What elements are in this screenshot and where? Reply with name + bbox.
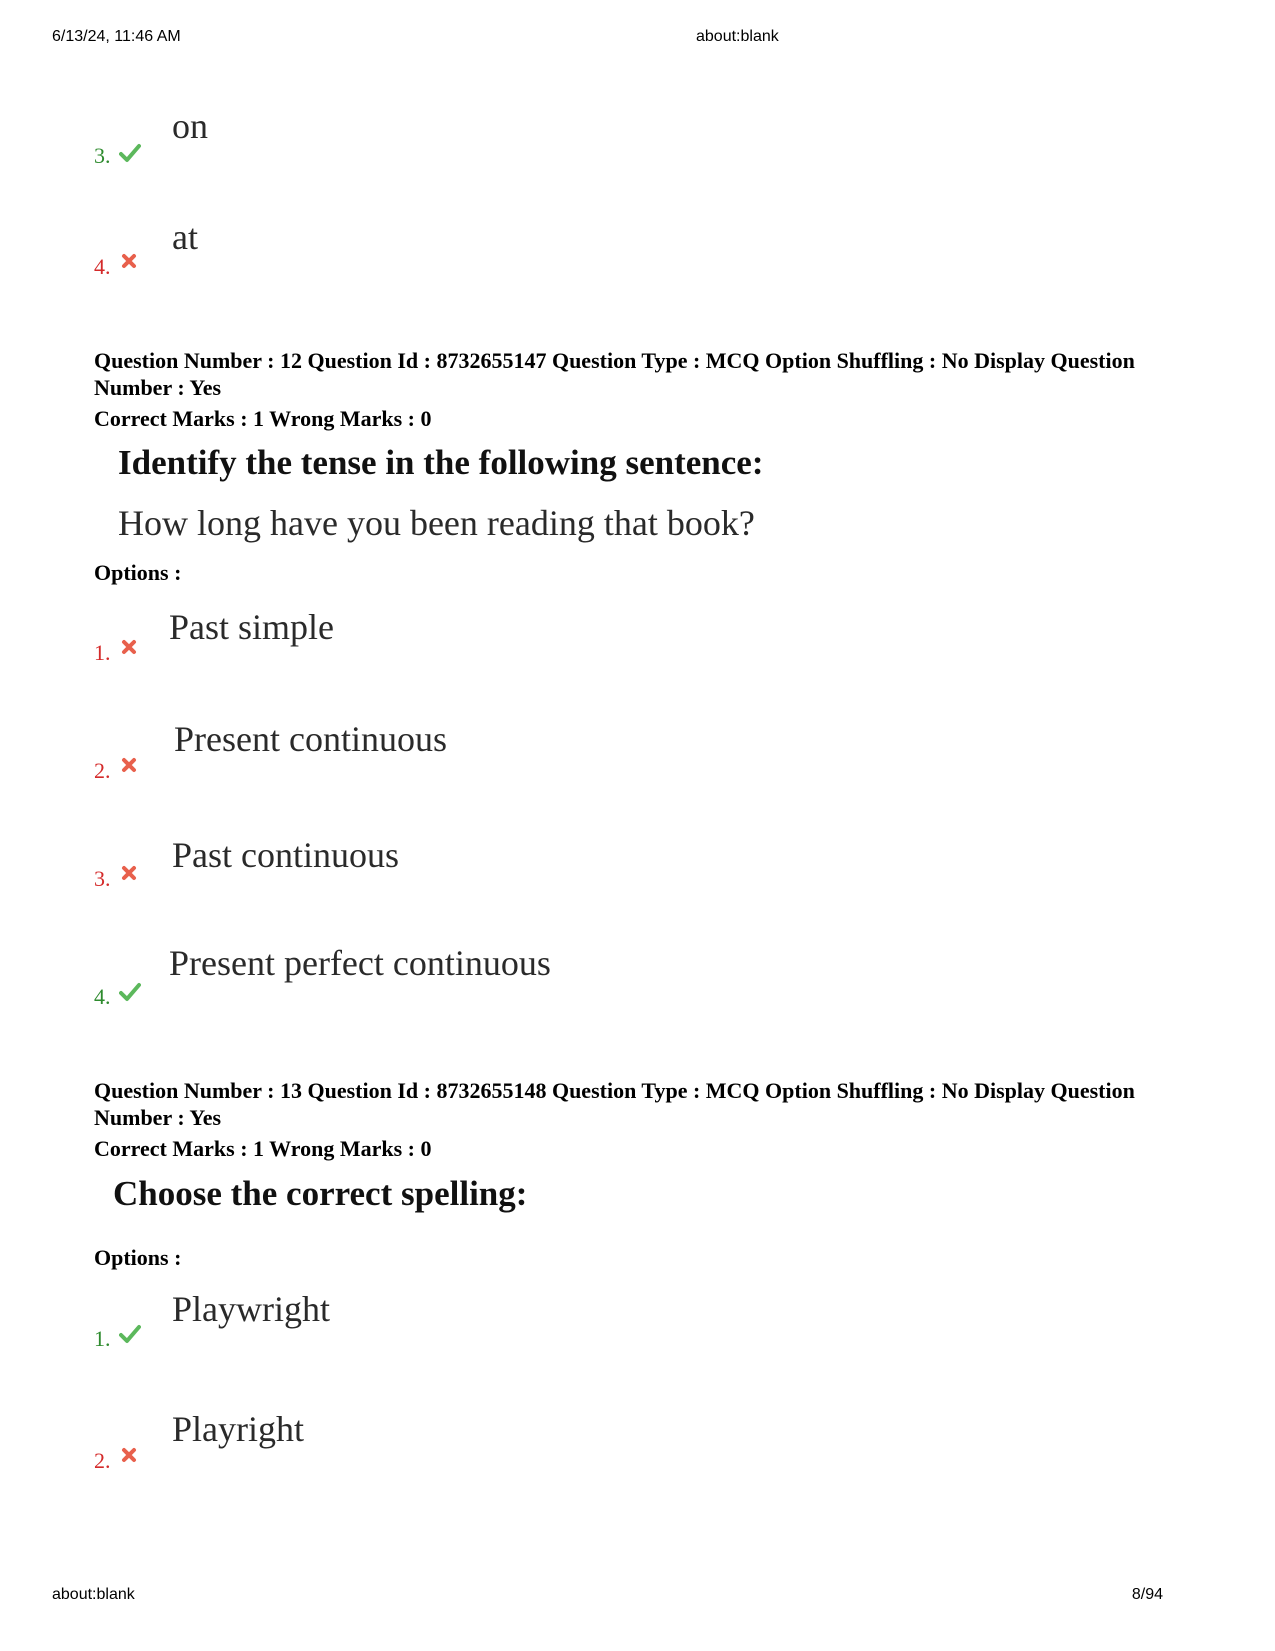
option-text: Past simple	[169, 607, 335, 647]
page-number: 8/94	[1131, 1586, 1163, 1603]
option-number: 4.	[94, 984, 111, 1009]
question-heading: Choose the correct spelling:	[113, 1174, 528, 1213]
options-label: Options :	[94, 1245, 182, 1270]
print-url: about:blank	[52, 1586, 135, 1603]
print-footer	[0, 1586, 1275, 1610]
option-number: 2.	[94, 758, 111, 783]
cross-icon	[119, 1446, 141, 1466]
print-page-title: about:blank	[696, 28, 779, 45]
print-header	[0, 28, 1275, 52]
option-number: 3.	[94, 866, 111, 891]
cross-icon	[119, 864, 141, 884]
option-text: on	[172, 106, 208, 146]
question-meta	[94, 1077, 1194, 1162]
option-number: 2.	[94, 1448, 111, 1473]
option-number: 3.	[94, 143, 111, 168]
check-icon	[119, 982, 141, 1002]
check-icon	[119, 1324, 141, 1344]
cross-icon	[119, 638, 141, 658]
option-number: 1.	[94, 1326, 111, 1351]
print-datetime: 6/13/24, 11:46 AM	[52, 28, 181, 45]
option-number: 1.	[94, 640, 111, 665]
question-sentence: How long have you been reading that book?	[118, 503, 755, 543]
question-heading: Identify the tense in the following sentence:	[118, 443, 764, 482]
options-label: Options :	[94, 560, 182, 585]
check-icon	[119, 143, 141, 163]
cross-icon	[119, 252, 141, 272]
cross-icon	[119, 756, 141, 776]
option-number: 4.	[94, 254, 111, 279]
option-text: Playright	[172, 1409, 304, 1449]
option-text: Playwright	[172, 1289, 330, 1329]
option-text: Present continuous	[174, 719, 447, 759]
marks-line: Correct Marks : 1 Wrong Marks : 0	[94, 406, 432, 431]
option-text: at	[172, 217, 198, 257]
option-text: Past continuous	[172, 835, 400, 875]
option-text: Present perfect continuous	[169, 943, 551, 983]
question-meta-line: Question Number : 13 Question Id : 8732655148 Question Type : MCQ Option Shuffling : No Display Question Number : Yes	[94, 1078, 1135, 1130]
question-meta	[94, 347, 1194, 432]
marks-line: Correct Marks : 1 Wrong Marks : 0	[94, 1136, 432, 1161]
question-meta-line: Question Number : 12 Question Id : 8732655147 Question Type : MCQ Option Shuffling : No Display Question Number : Yes	[94, 348, 1135, 400]
